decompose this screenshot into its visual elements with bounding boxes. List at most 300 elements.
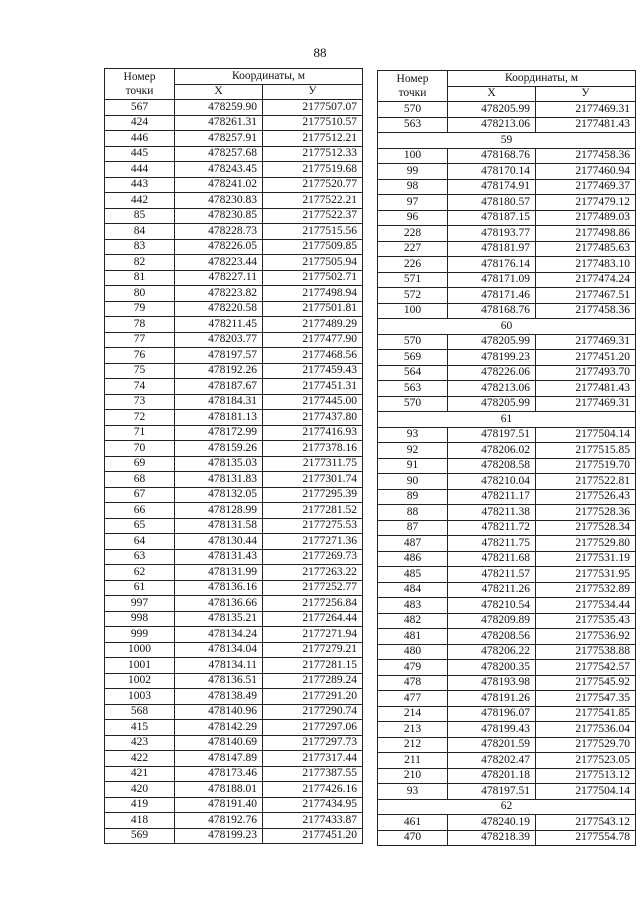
point-number: 71 <box>105 425 175 441</box>
point-number: 73 <box>105 394 175 410</box>
table-row <box>378 303 636 319</box>
point-number: 88 <box>378 505 448 521</box>
point-number: 62 <box>105 565 175 581</box>
point-number: 99 <box>378 164 448 180</box>
y-coordinate: 2177279.21 <box>263 642 363 658</box>
table-row <box>105 270 363 286</box>
point-number: 79 <box>105 301 175 317</box>
point-number: 69 <box>105 456 175 472</box>
table-row <box>378 722 636 738</box>
x-coordinate: 478181.13 <box>175 410 263 426</box>
point-number: 68 <box>105 472 175 488</box>
point-number-header: Номер точки <box>105 69 175 100</box>
table-row <box>105 735 363 751</box>
x-coordinate: 478134.24 <box>175 627 263 643</box>
coordinates-header: Координаты, м <box>448 71 636 87</box>
x-coordinate: 478226.06 <box>448 365 536 381</box>
x-coordinate: 478211.26 <box>448 582 536 598</box>
point-number: 90 <box>378 474 448 490</box>
table-row <box>378 830 636 846</box>
y-coordinate: 2177378.16 <box>263 441 363 457</box>
point-number: 76 <box>105 348 175 364</box>
x-coordinate: 478223.44 <box>175 255 263 271</box>
table-row <box>378 505 636 521</box>
point-number: 999 <box>105 627 175 643</box>
x-coordinate: 478211.75 <box>448 536 536 552</box>
point-number: 89 <box>378 489 448 505</box>
x-coordinate: 478142.29 <box>175 720 263 736</box>
x-coordinate: 478191.40 <box>175 797 263 813</box>
point-number: 97 <box>378 195 448 211</box>
x-coordinate: 478261.31 <box>175 115 263 131</box>
x-coordinate: 478171.46 <box>448 288 536 304</box>
table-row <box>105 425 363 441</box>
x-coordinate: 478173.46 <box>175 766 263 782</box>
table-row <box>378 489 636 505</box>
point-number: 80 <box>105 286 175 302</box>
x-coordinate: 478193.77 <box>448 226 536 242</box>
page-number: 88 <box>313 45 327 60</box>
table-row <box>378 784 636 800</box>
group-row <box>378 799 636 815</box>
y-coordinate: 2177538.88 <box>536 644 636 660</box>
x-header: X <box>448 86 536 102</box>
table-row <box>378 536 636 552</box>
group-row <box>378 319 636 335</box>
group-number: 62 <box>378 799 636 815</box>
y-coordinate: 2177542.57 <box>536 660 636 676</box>
table-row <box>105 255 363 271</box>
y-coordinate: 2177489.03 <box>536 210 636 226</box>
x-coordinate: 478136.66 <box>175 596 263 612</box>
x-coordinate: 478205.99 <box>448 102 536 118</box>
y-coordinate: 2177481.43 <box>536 381 636 397</box>
x-coordinate: 478199.23 <box>448 350 536 366</box>
point-number: 570 <box>378 396 448 412</box>
x-coordinate: 478211.72 <box>448 520 536 536</box>
y-coordinate: 2177526.43 <box>536 489 636 505</box>
point-number: 478 <box>378 675 448 691</box>
y-coordinate: 2177509.85 <box>263 239 363 255</box>
y-coordinate: 2177536.92 <box>536 629 636 645</box>
table-row <box>105 363 363 379</box>
x-coordinate: 478193.98 <box>448 675 536 691</box>
y-coordinate: 2177290.74 <box>263 704 363 720</box>
table-row <box>378 427 636 443</box>
point-number-header: Номер точки <box>378 71 448 102</box>
y-coordinate: 2177458.36 <box>536 148 636 164</box>
point-number: 563 <box>378 381 448 397</box>
y-coordinate: 2177433.87 <box>263 813 363 829</box>
point-number: 486 <box>378 551 448 567</box>
y-coordinate: 2177528.34 <box>536 520 636 536</box>
x-coordinate: 478203.77 <box>175 332 263 348</box>
x-coordinate: 478213.06 <box>448 117 536 133</box>
table-row <box>105 131 363 147</box>
point-number: 61 <box>105 580 175 596</box>
table-row <box>378 210 636 226</box>
x-coordinate: 478210.54 <box>448 598 536 614</box>
y-coordinate: 2177460.94 <box>536 164 636 180</box>
table-row <box>105 301 363 317</box>
table-row <box>378 334 636 350</box>
point-number: 415 <box>105 720 175 736</box>
table-row <box>378 768 636 784</box>
point-number: 228 <box>378 226 448 242</box>
table-row <box>105 503 363 519</box>
y-coordinate: 2177510.57 <box>263 115 363 131</box>
x-coordinate: 478132.05 <box>175 487 263 503</box>
point-number: 226 <box>378 257 448 273</box>
y-coordinate: 2177469.31 <box>536 396 636 412</box>
y-coordinate: 2177535.43 <box>536 613 636 629</box>
point-number: 93 <box>378 784 448 800</box>
point-number: 65 <box>105 518 175 534</box>
point-number: 64 <box>105 534 175 550</box>
table-row <box>105 673 363 689</box>
point-number: 443 <box>105 177 175 193</box>
point-number: 421 <box>105 766 175 782</box>
table-row <box>105 348 363 364</box>
x-coordinate: 478201.59 <box>448 737 536 753</box>
point-number: 96 <box>378 210 448 226</box>
table-row <box>378 660 636 676</box>
table-row <box>105 441 363 457</box>
y-coordinate: 2177515.85 <box>536 443 636 459</box>
x-coordinate: 478211.57 <box>448 567 536 583</box>
table-row <box>378 272 636 288</box>
point-number: 479 <box>378 660 448 676</box>
table-row <box>378 691 636 707</box>
y-coordinate: 2177281.52 <box>263 503 363 519</box>
table-row <box>378 195 636 211</box>
table-row <box>105 751 363 767</box>
table-row <box>105 642 363 658</box>
table-row <box>378 241 636 257</box>
table-row <box>378 520 636 536</box>
point-number: 72 <box>105 410 175 426</box>
x-coordinate: 478240.19 <box>448 815 536 831</box>
y-coordinate: 2177504.14 <box>536 784 636 800</box>
table-row <box>105 224 363 240</box>
y-coordinate: 2177256.84 <box>263 596 363 612</box>
table-row <box>105 658 363 674</box>
point-number: 470 <box>378 830 448 846</box>
y-coordinate: 2177445.00 <box>263 394 363 410</box>
point-number: 571 <box>378 272 448 288</box>
point-number: 93 <box>378 427 448 443</box>
x-coordinate: 478131.43 <box>175 549 263 565</box>
x-coordinate: 478197.51 <box>448 427 536 443</box>
y-coordinate: 2177269.73 <box>263 549 363 565</box>
x-coordinate: 478199.43 <box>448 722 536 738</box>
y-coordinate: 2177504.14 <box>536 427 636 443</box>
y-coordinate: 2177523.05 <box>536 753 636 769</box>
table-row <box>378 443 636 459</box>
y-coordinate: 2177474.24 <box>536 272 636 288</box>
point-number: 484 <box>378 582 448 598</box>
x-coordinate: 478226.05 <box>175 239 263 255</box>
x-coordinate: 478180.57 <box>448 195 536 211</box>
table-row <box>105 487 363 503</box>
point-number: 74 <box>105 379 175 395</box>
y-coordinate: 2177501.81 <box>263 301 363 317</box>
y-coordinate: 2177513.12 <box>536 768 636 784</box>
x-coordinate: 478174.91 <box>448 179 536 195</box>
table-row <box>105 100 363 116</box>
table-row <box>378 613 636 629</box>
x-coordinate: 478228.73 <box>175 224 263 240</box>
group-row <box>378 133 636 149</box>
table-row <box>378 551 636 567</box>
point-number: 487 <box>378 536 448 552</box>
x-coordinate: 478192.76 <box>175 813 263 829</box>
point-number: 211 <box>378 753 448 769</box>
point-number: 442 <box>105 193 175 209</box>
y-coordinate: 2177522.81 <box>536 474 636 490</box>
y-coordinate: 2177554.78 <box>536 830 636 846</box>
y-coordinate: 2177547.35 <box>536 691 636 707</box>
point-number: 444 <box>105 162 175 178</box>
x-coordinate: 478196.07 <box>448 706 536 722</box>
point-number: 1003 <box>105 689 175 705</box>
x-coordinate: 478172.99 <box>175 425 263 441</box>
y-coordinate: 2177512.33 <box>263 146 363 162</box>
table-row <box>105 596 363 612</box>
coordinates-table-right <box>377 70 636 846</box>
y-coordinate: 2177458.36 <box>536 303 636 319</box>
y-coordinate: 2177387.55 <box>263 766 363 782</box>
x-coordinate: 478197.57 <box>175 348 263 364</box>
table-row <box>105 782 363 798</box>
group-number: 60 <box>378 319 636 335</box>
point-number: 564 <box>378 365 448 381</box>
x-coordinate: 478181.97 <box>448 241 536 257</box>
y-coordinate: 2177541.85 <box>536 706 636 722</box>
y-header: У <box>263 84 363 100</box>
point-number: 461 <box>378 815 448 831</box>
y-coordinate: 2177505.94 <box>263 255 363 271</box>
y-coordinate: 2177467.51 <box>536 288 636 304</box>
table-row <box>378 117 636 133</box>
table-row <box>378 753 636 769</box>
table-row <box>105 472 363 488</box>
x-coordinate: 478168.76 <box>448 303 536 319</box>
x-coordinate: 478206.02 <box>448 443 536 459</box>
y-coordinate: 2177426.16 <box>263 782 363 798</box>
x-coordinate: 478199.23 <box>175 828 263 844</box>
y-coordinate: 2177297.73 <box>263 735 363 751</box>
y-coordinate: 2177263.22 <box>263 565 363 581</box>
table-row <box>105 549 363 565</box>
x-coordinate: 478171.09 <box>448 272 536 288</box>
y-coordinate: 2177512.21 <box>263 131 363 147</box>
point-number: 63 <box>105 549 175 565</box>
y-coordinate: 2177252.77 <box>263 580 363 596</box>
table-row <box>105 410 363 426</box>
table-row <box>378 179 636 195</box>
x-coordinate: 478138.49 <box>175 689 263 705</box>
x-coordinate: 478211.38 <box>448 505 536 521</box>
x-coordinate: 478227.11 <box>175 270 263 286</box>
point-number: 92 <box>378 443 448 459</box>
table-row <box>378 350 636 366</box>
x-coordinate: 478170.14 <box>448 164 536 180</box>
x-coordinate: 478131.83 <box>175 472 263 488</box>
table-row <box>378 582 636 598</box>
x-coordinate: 478223.82 <box>175 286 263 302</box>
table-row <box>105 177 363 193</box>
table-row <box>105 456 363 472</box>
table-row <box>378 815 636 831</box>
table-row <box>105 534 363 550</box>
table-row <box>105 162 363 178</box>
point-number: 227 <box>378 241 448 257</box>
table-row <box>378 226 636 242</box>
x-coordinate: 478184.31 <box>175 394 263 410</box>
x-coordinate: 478213.06 <box>448 381 536 397</box>
table-row <box>105 394 363 410</box>
x-coordinate: 478211.45 <box>175 317 263 333</box>
point-number: 422 <box>105 751 175 767</box>
y-coordinate: 2177529.70 <box>536 737 636 753</box>
point-number: 214 <box>378 706 448 722</box>
x-coordinate: 478202.47 <box>448 753 536 769</box>
point-number: 482 <box>378 613 448 629</box>
point-number: 570 <box>378 102 448 118</box>
y-coordinate: 2177522.37 <box>263 208 363 224</box>
y-coordinate: 2177485.63 <box>536 241 636 257</box>
y-coordinate: 2177451.31 <box>263 379 363 395</box>
x-coordinate: 478176.14 <box>448 257 536 273</box>
x-coordinate: 478218.39 <box>448 830 536 846</box>
point-number: 212 <box>378 737 448 753</box>
x-coordinate: 478135.03 <box>175 456 263 472</box>
x-coordinate: 478257.91 <box>175 131 263 147</box>
table-row <box>378 365 636 381</box>
coordinates-header: Координаты, м <box>175 69 363 85</box>
point-number: 569 <box>105 828 175 844</box>
x-coordinate: 478208.58 <box>448 458 536 474</box>
y-coordinate: 2177311.75 <box>263 456 363 472</box>
point-number: 485 <box>378 567 448 583</box>
point-number: 85 <box>105 208 175 224</box>
table-row <box>378 458 636 474</box>
y-coordinate: 2177317.44 <box>263 751 363 767</box>
point-number: 481 <box>378 629 448 645</box>
y-coordinate: 2177451.20 <box>263 828 363 844</box>
point-number: 446 <box>105 131 175 147</box>
table-row <box>105 797 363 813</box>
y-coordinate: 2177297.06 <box>263 720 363 736</box>
table-row <box>105 208 363 224</box>
table-row <box>378 644 636 660</box>
table-row <box>378 148 636 164</box>
x-coordinate: 478211.68 <box>448 551 536 567</box>
y-coordinate: 2177275.53 <box>263 518 363 534</box>
x-coordinate: 478168.76 <box>448 148 536 164</box>
y-coordinate: 2177543.12 <box>536 815 636 831</box>
table-row <box>378 675 636 691</box>
y-coordinate: 2177271.36 <box>263 534 363 550</box>
x-coordinate: 478210.04 <box>448 474 536 490</box>
table-row <box>105 332 363 348</box>
x-coordinate: 478140.96 <box>175 704 263 720</box>
y-coordinate: 2177519.70 <box>536 458 636 474</box>
y-coordinate: 2177489.29 <box>263 317 363 333</box>
y-coordinate: 2177531.19 <box>536 551 636 567</box>
x-coordinate: 478200.35 <box>448 660 536 676</box>
table-row <box>105 627 363 643</box>
point-number: 87 <box>378 520 448 536</box>
y-coordinate: 2177271.94 <box>263 627 363 643</box>
table-row <box>378 706 636 722</box>
point-number: 78 <box>105 317 175 333</box>
point-number: 998 <box>105 611 175 627</box>
x-coordinate: 478128.99 <box>175 503 263 519</box>
x-coordinate: 478241.02 <box>175 177 263 193</box>
x-coordinate: 478140.69 <box>175 735 263 751</box>
point-number: 572 <box>378 288 448 304</box>
point-number: 84 <box>105 224 175 240</box>
y-coordinate: 2177528.36 <box>536 505 636 521</box>
point-number: 210 <box>378 768 448 784</box>
point-number: 480 <box>378 644 448 660</box>
x-coordinate: 478257.68 <box>175 146 263 162</box>
group-row <box>378 412 636 428</box>
y-coordinate: 2177434.95 <box>263 797 363 813</box>
x-coordinate: 478130.44 <box>175 534 263 550</box>
table-row <box>378 288 636 304</box>
x-coordinate: 478135.21 <box>175 611 263 627</box>
table-row <box>105 565 363 581</box>
table-row <box>105 813 363 829</box>
x-coordinate: 478187.15 <box>448 210 536 226</box>
x-coordinate: 478136.51 <box>175 673 263 689</box>
point-number: 568 <box>105 704 175 720</box>
x-coordinate: 478131.58 <box>175 518 263 534</box>
y-coordinate: 2177531.95 <box>536 567 636 583</box>
y-coordinate: 2177291.20 <box>263 689 363 705</box>
y-coordinate: 2177437.80 <box>263 410 363 426</box>
table-row <box>105 580 363 596</box>
y-coordinate: 2177468.56 <box>263 348 363 364</box>
x-coordinate: 478188.01 <box>175 782 263 798</box>
x-coordinate: 478220.58 <box>175 301 263 317</box>
table-row <box>105 193 363 209</box>
point-number: 570 <box>378 334 448 350</box>
point-number: 75 <box>105 363 175 379</box>
table-row <box>105 286 363 302</box>
x-coordinate: 478208.56 <box>448 629 536 645</box>
x-coordinate: 478197.51 <box>448 784 536 800</box>
y-coordinate: 2177519.68 <box>263 162 363 178</box>
coordinates-table-left <box>104 68 363 844</box>
x-coordinate: 478259.90 <box>175 100 263 116</box>
y-coordinate: 2177301.74 <box>263 472 363 488</box>
y-coordinate: 2177459.43 <box>263 363 363 379</box>
y-coordinate: 2177479.12 <box>536 195 636 211</box>
y-coordinate: 2177515.56 <box>263 224 363 240</box>
point-number: 1001 <box>105 658 175 674</box>
y-coordinate: 2177522.21 <box>263 193 363 209</box>
point-number: 424 <box>105 115 175 131</box>
y-coordinate: 2177264.44 <box>263 611 363 627</box>
x-coordinate: 478230.83 <box>175 193 263 209</box>
x-coordinate: 478134.04 <box>175 642 263 658</box>
point-number: 418 <box>105 813 175 829</box>
y-coordinate: 2177477.90 <box>263 332 363 348</box>
